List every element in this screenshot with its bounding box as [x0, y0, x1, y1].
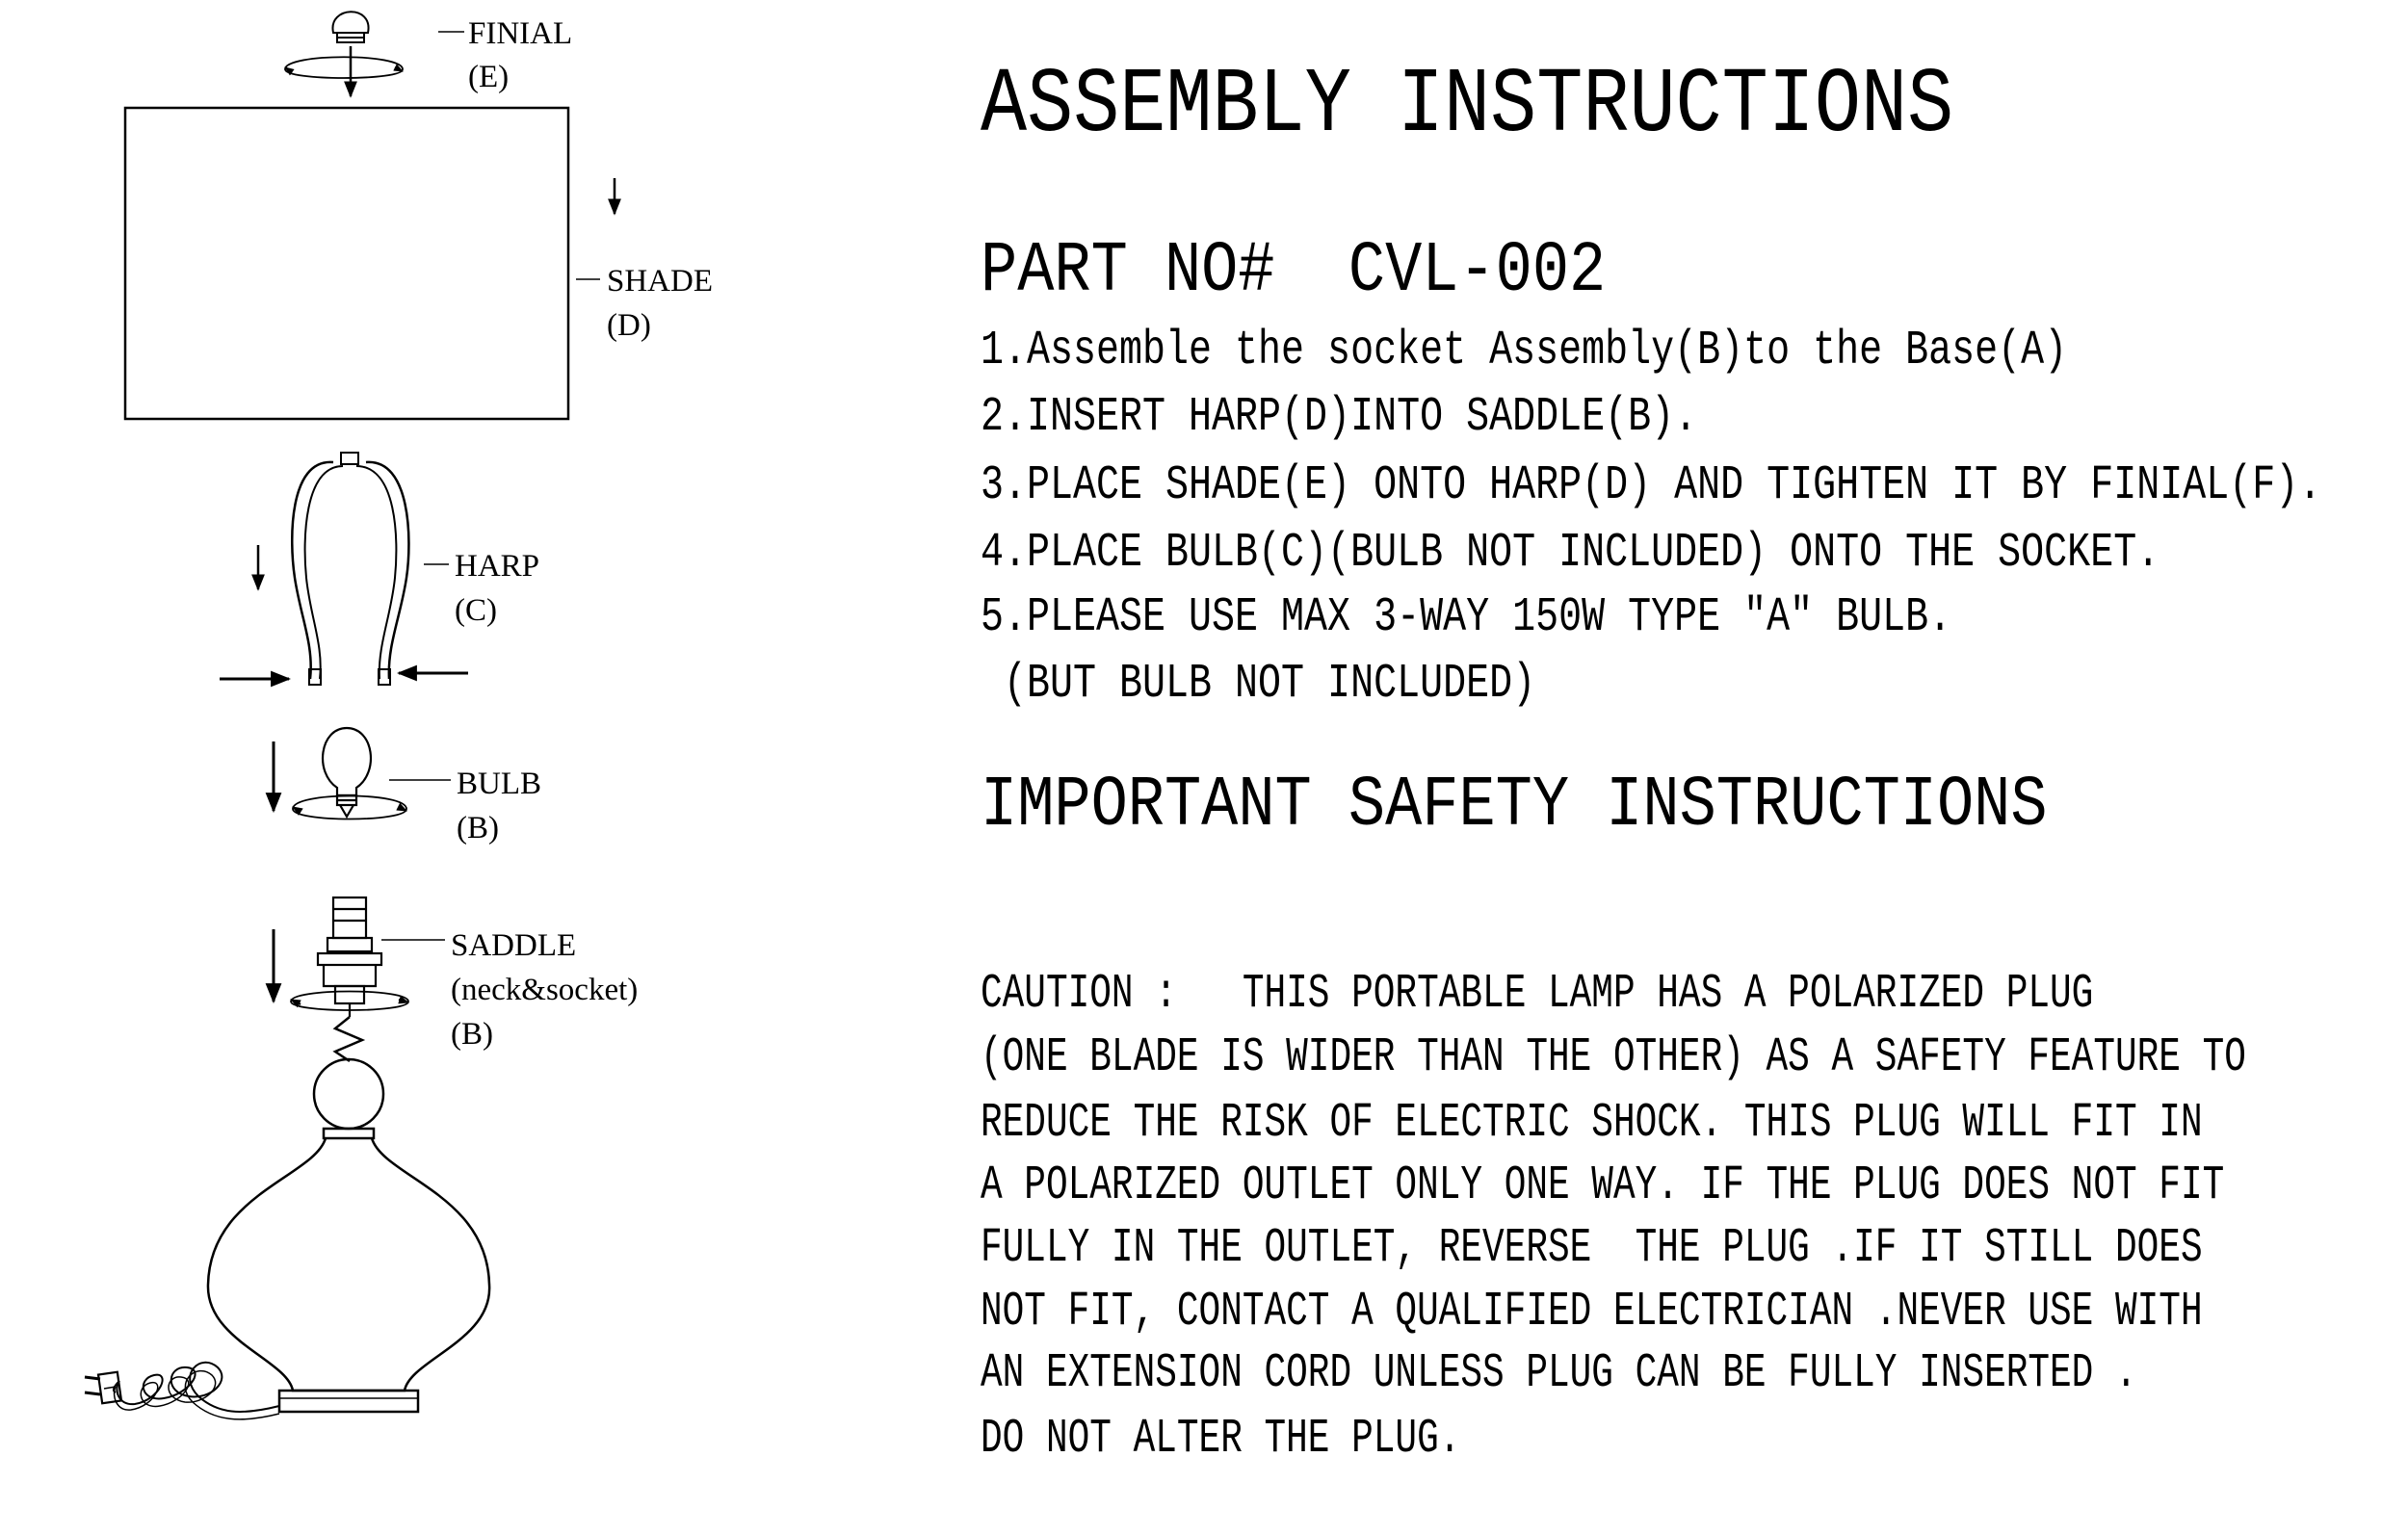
saddle-part	[274, 898, 408, 1061]
bulb-callout	[389, 767, 541, 846]
safety-title: IMPORTANT SAFETY INSTRUCTIONS	[981, 766, 2048, 846]
step-1: 1.Assemble the socket Assembly(B)to the Base(A)	[981, 324, 2068, 378]
lamp-base	[208, 1059, 489, 1412]
finial-code: (E)	[468, 60, 510, 94]
shade-label: SHADE	[607, 264, 714, 299]
shade-callout	[576, 264, 713, 343]
caution-line-1: CAUTION : THIS PORTABLE LAMP HAS A POLARIZED PLUG	[981, 967, 2094, 1022]
harp-part	[220, 453, 468, 685]
shade-code: (D)	[607, 308, 651, 343]
bulb-code: (B)	[457, 811, 499, 846]
caution-line-4: A POLARIZED OUTLET ONLY ONE WAY. IF THE PLUG DOES NOT FIT	[981, 1158, 2225, 1213]
caution-line-5: FULLY IN THE OUTLET, REVERSE THE PLUG .IF IT STILL DOES	[981, 1221, 2203, 1276]
saddle-code: (B)	[451, 1017, 493, 1052]
caution-line-7: AN EXTENSION CORD UNLESS PLUG CAN BE FULLY INSERTED .	[981, 1346, 2137, 1401]
caution-line-3: REDUCE THE RISK OF ELECTRIC SHOCK. THIS PLUG WILL FIT IN	[981, 1096, 2203, 1151]
step-5-note: (BUT BULB NOT INCLUDED)	[981, 657, 1536, 712]
saddle-label: SADDLE	[451, 928, 577, 963]
step-3: 3.PLACE SHADE(E) ONTO HARP(D) AND TIGHTEN IT BY FINIAL(F).	[981, 458, 2322, 513]
saddle-sub-label: (neck&socket)	[451, 973, 639, 1007]
caution-line-8: DO NOT ALTER THE PLUG.	[981, 1412, 1461, 1467]
harp-code: (C)	[455, 593, 497, 628]
caution-line-2: (ONE BLADE IS WIDER THAN THE OTHER) AS A SAFETY FEATURE TO	[981, 1030, 2246, 1085]
power-cord	[114, 1363, 279, 1419]
part-number: PART NO# CVL-002	[981, 231, 1607, 312]
shade-part	[125, 108, 568, 419]
step-4: 4.PLACE BULB(C)(BULB NOT INCLUDED) ONTO THE SOCKET.	[981, 526, 2160, 581]
harp-label: HARP	[455, 549, 540, 584]
harp-callout	[424, 549, 539, 628]
bulb-part	[274, 728, 406, 820]
caution-line-6: NOT FIT, CONTACT A QUALIFIED ELECTRICIAN .NEVER USE WITH	[981, 1285, 2203, 1340]
step-5: 5.PLEASE USE MAX 3-WAY 150W TYPE "A" BULB.	[981, 590, 1952, 645]
saddle-callout	[381, 928, 638, 1052]
bulb-label: BULB	[457, 767, 542, 801]
step-2: 2.INSERT HARP(D)INTO SADDLE(B).	[981, 390, 1698, 445]
finial-callout	[438, 16, 572, 94]
finial-label: FINIAL	[468, 16, 573, 51]
finial-part	[285, 12, 403, 96]
page-title: ASSEMBLY INSTRUCTIONS	[981, 53, 1954, 158]
